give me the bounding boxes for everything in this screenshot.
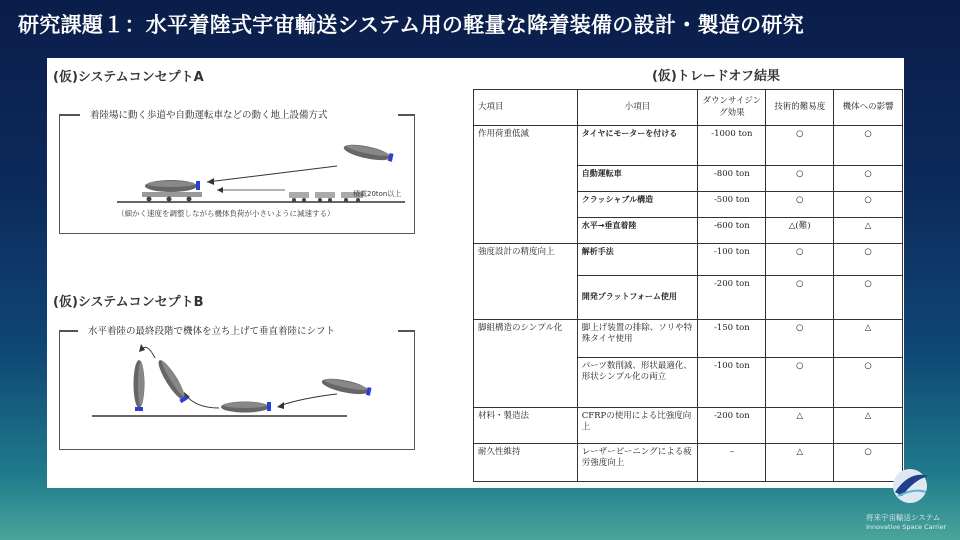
cell-minor: CFRPの使用による比強度向上 — [577, 408, 698, 444]
cell-impact: △ — [834, 320, 903, 358]
cell-minor: 水平→垂直着陸 — [577, 218, 698, 244]
cell-downsizing: -150 ton — [698, 320, 766, 358]
concept-a-footnote: （細かく速度を調整しながら機体負荷が小さいように減速する） — [117, 209, 335, 218]
cell-impact: ○ — [834, 444, 903, 482]
cell-minor: レーザーピーニングによる疲労強度向上 — [577, 444, 698, 482]
table-row — [474, 444, 903, 482]
cell-downsizing: -500 ton — [698, 192, 766, 218]
cell-impact: ○ — [834, 126, 903, 166]
tradeoff-table — [473, 89, 903, 482]
concept-a-caption: 着陸場に動く歩道や自動運転車などの動く地上設備方式 — [87, 107, 331, 121]
cell-impact: ○ — [834, 192, 903, 218]
cell-major: 耐久性維持 — [474, 444, 578, 482]
concept-b-illustration — [47, 58, 467, 478]
cell-downsizing: – — [698, 444, 766, 482]
load-note: 積載20ton以上 — [353, 190, 402, 198]
slide-title: 研究課題１：水平着陸式宇宙輸送システム用の軽量な降着装備の設計・製造の研究 — [18, 13, 804, 37]
cell-downsizing: -100 ton — [698, 358, 766, 408]
cell-impact: ○ — [834, 244, 903, 276]
spacecraft-tilting — [155, 357, 190, 404]
spacecraft-vertical — [134, 360, 145, 411]
cell-difficulty: ○ — [766, 244, 834, 276]
logo-text-en: Innovative Space Carrier — [866, 523, 947, 531]
cell-downsizing: -200 ton — [698, 408, 766, 444]
cell-downsizing: -200 ton — [698, 276, 766, 320]
header-downsizing: ダウンサイジング効果 — [698, 90, 766, 126]
cell-major: 作用荷重低減 — [474, 126, 578, 244]
cell-downsizing: -600 ton — [698, 218, 766, 244]
cell-minor: 開発プラットフォーム使用 — [577, 276, 698, 320]
cell-difficulty: △ — [766, 408, 834, 444]
spacecraft-horizontal — [221, 402, 271, 413]
header-difficulty: 技術的難易度 — [766, 90, 834, 126]
cell-difficulty: △ — [766, 444, 834, 482]
spacecraft-approaching — [321, 376, 372, 398]
table-row — [474, 408, 903, 444]
cell-major: 材料・製造法 — [474, 408, 578, 444]
header-impact: 機体への影響 — [834, 90, 903, 126]
cell-difficulty: ○ — [766, 358, 834, 408]
cell-impact: ○ — [834, 166, 903, 192]
cell-difficulty: ○ — [766, 166, 834, 192]
cell-minor: タイヤにモーターを付ける — [577, 126, 698, 166]
cell-difficulty: ○ — [766, 126, 834, 166]
concept-b-heading: (仮)システムコンセプトB — [53, 295, 204, 310]
concept-a-heading: (仮)システムコンセプトA — [53, 70, 204, 85]
cell-difficulty: △(難) — [766, 218, 834, 244]
cell-downsizing: -800 ton — [698, 166, 766, 192]
cell-impact: △ — [834, 218, 903, 244]
cell-downsizing: -1000 ton — [698, 126, 766, 166]
cell-impact: ○ — [834, 358, 903, 408]
table-row — [474, 244, 903, 276]
header-major: 大項目 — [474, 90, 578, 126]
cell-minor: 自動運転車 — [577, 166, 698, 192]
cell-difficulty: ○ — [766, 276, 834, 320]
header-minor: 小項目 — [577, 90, 698, 126]
cell-difficulty: ○ — [766, 320, 834, 358]
table-row — [474, 320, 903, 358]
cell-downsizing: -100 ton — [698, 244, 766, 276]
tradeoff-title: (仮)トレードオフ結果 — [651, 69, 781, 84]
logo-text-jp: 将来宇宙輸送システム — [866, 513, 941, 522]
cell-major: 強度設計の精度向上 — [474, 244, 578, 320]
content-panel — [47, 58, 904, 488]
table-row — [474, 126, 903, 166]
cell-minor: クラッシャブル構造 — [577, 192, 698, 218]
cell-major: 脚組構造のシンプル化 — [474, 320, 578, 408]
cell-impact: △ — [834, 408, 903, 444]
cell-minor: 解析手法 — [577, 244, 698, 276]
cell-difficulty: ○ — [766, 192, 834, 218]
cell-impact: ○ — [834, 276, 903, 320]
cell-minor: パーツ数削減、形状最適化、形状シンプル化の両立 — [577, 358, 698, 408]
table-header-row — [474, 90, 903, 126]
cell-minor: 脚上げ装置の排除、ソリや特殊タイヤ使用 — [577, 320, 698, 358]
concept-b-caption: 水平着陸の最終段階で機体を立ち上げて垂直着陸にシフト — [85, 323, 338, 337]
